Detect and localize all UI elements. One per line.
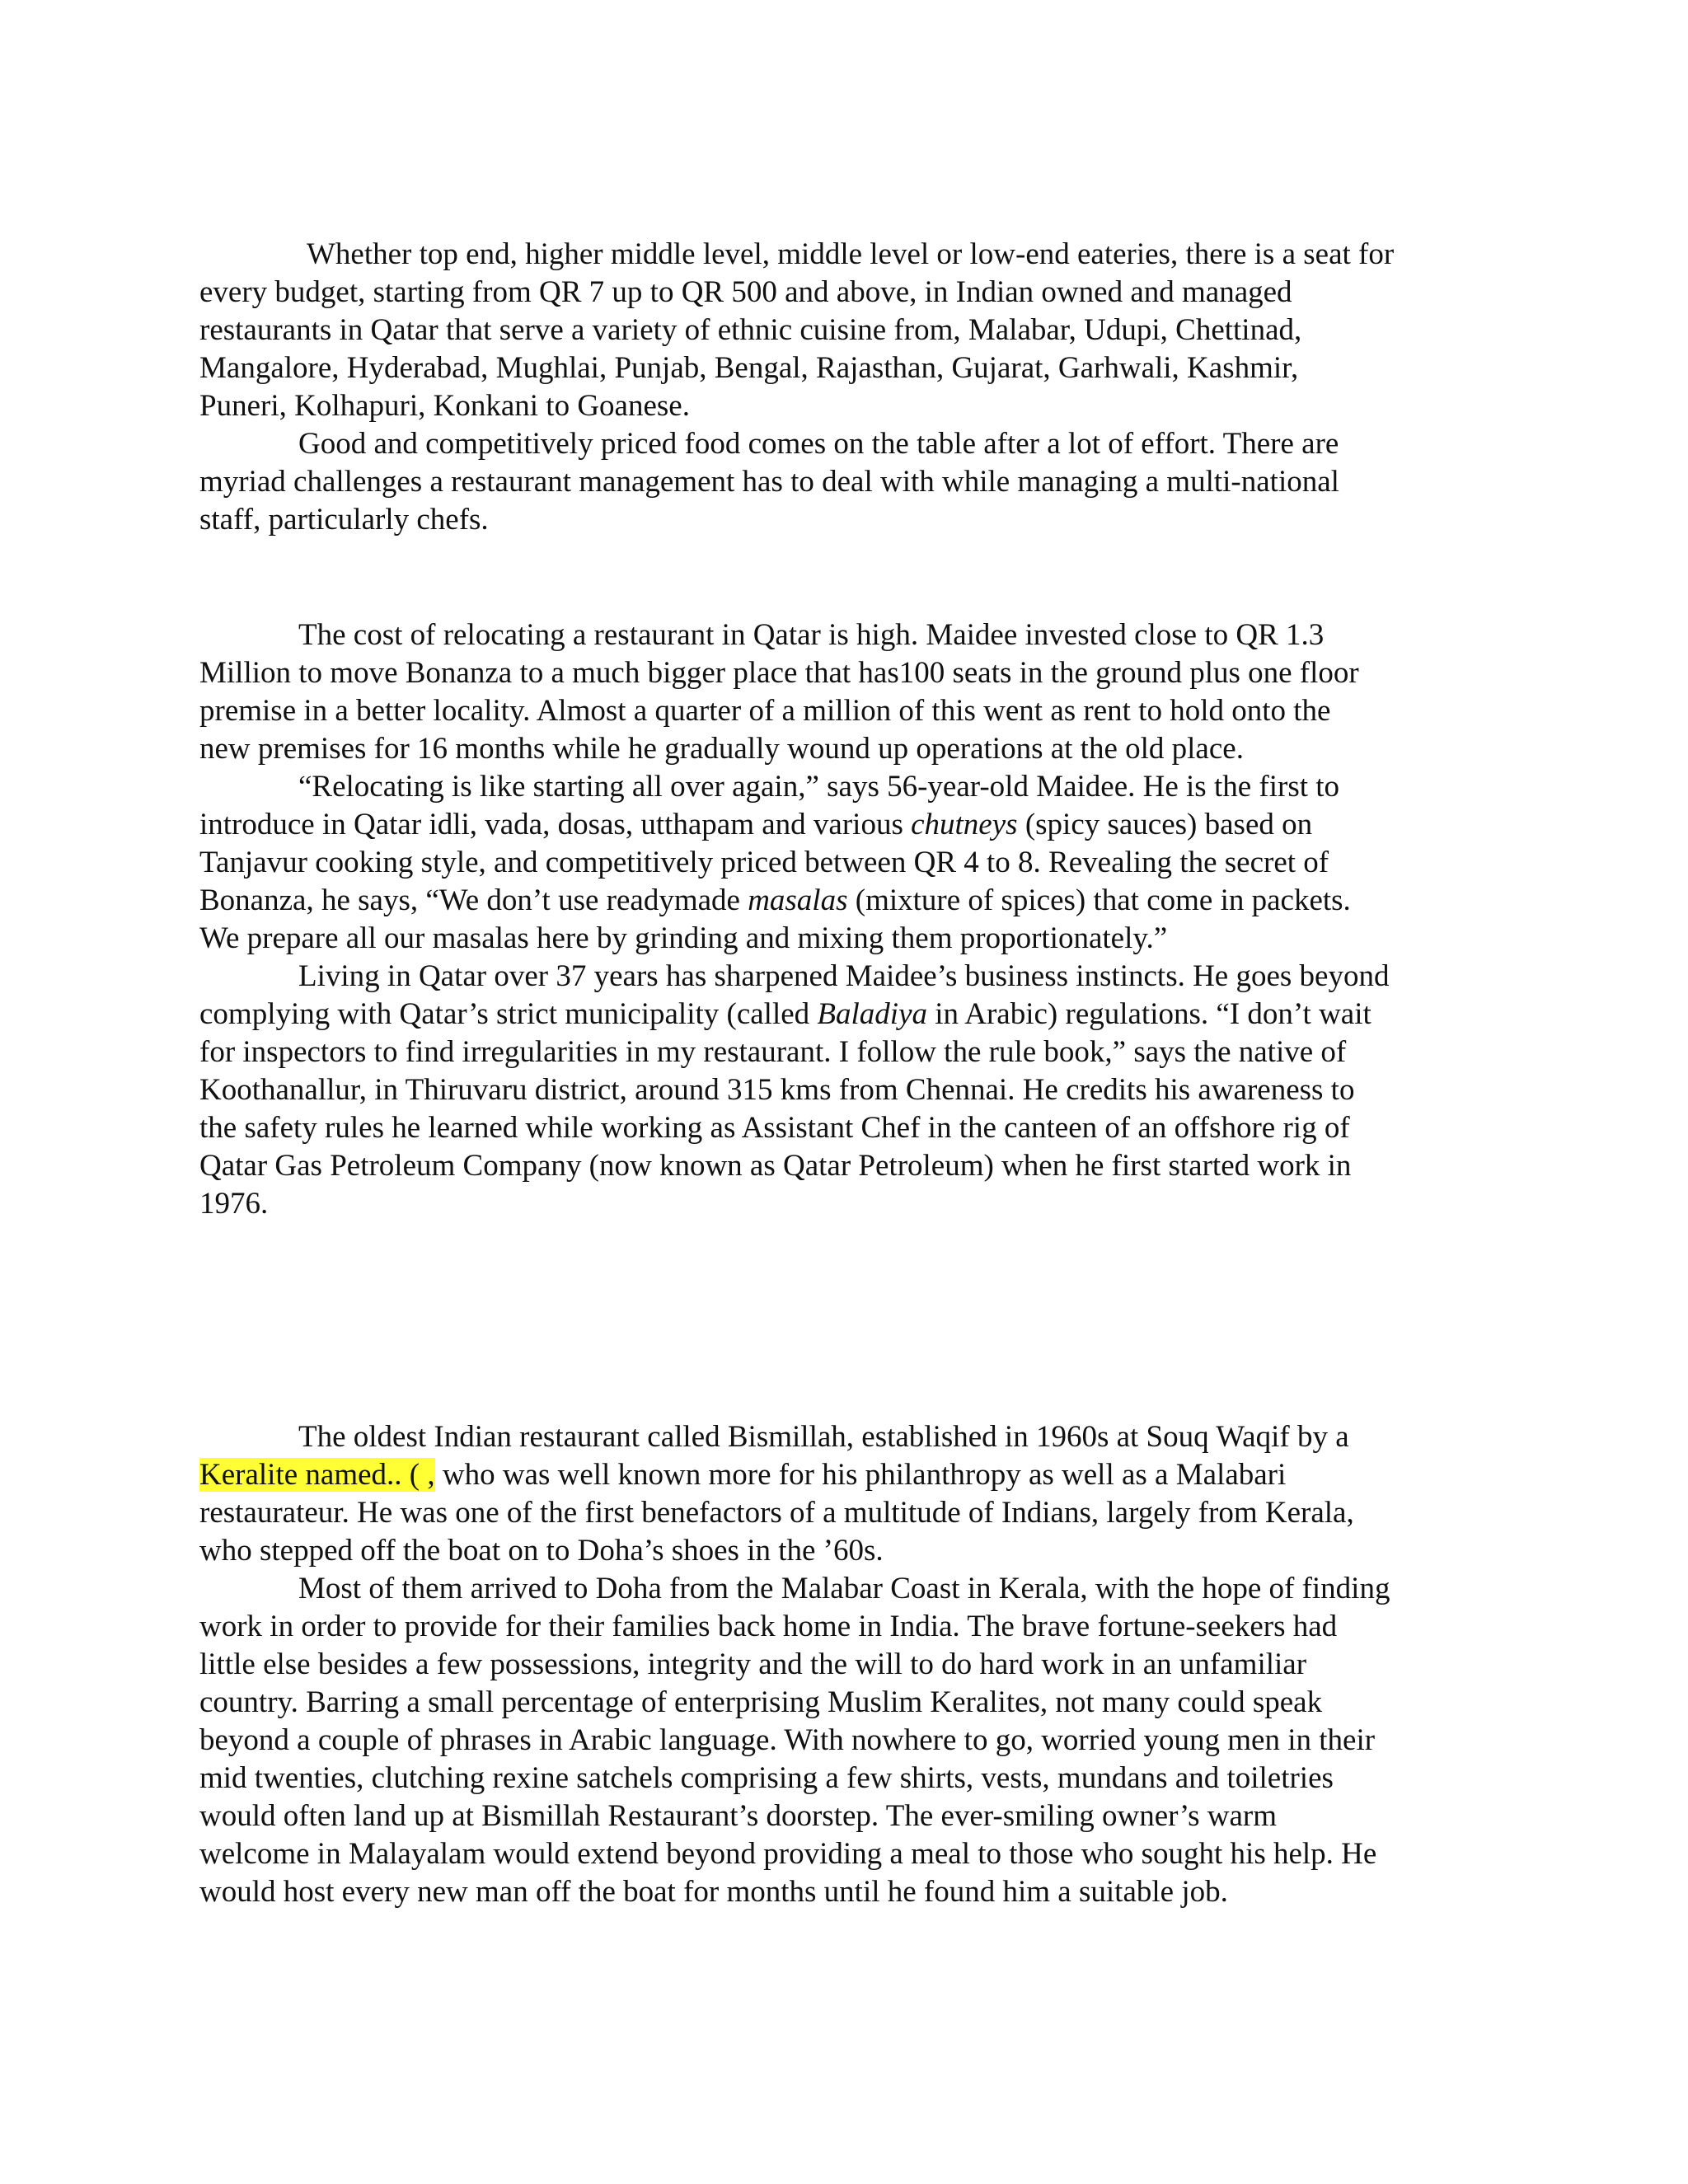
text-line: Living in Qatar over 37 years has sharpened Maidee’s business instincts. He goes beyond: [298, 959, 1390, 993]
text-line: Puneri, Kolhapuri, Konkani to Goanese.: [199, 389, 690, 423]
text-line: [199, 806, 1485, 844]
text-line: staff, particularly chefs.: [199, 503, 489, 537]
text-run: in Arabic) regulations. “I don’t wait: [927, 997, 1372, 1031]
text-run: (spicy sauces) based on: [1017, 808, 1313, 841]
text-line: welcome in Malayalam would extend beyond providing a meal to those who sought his help. He: [199, 1837, 1377, 1871]
text-line: premise in a better locality. Almost a quarter of a million of this went as rent to hold onto the: [199, 694, 1331, 728]
text-line: mid twenties, clutching rexine satchels comprising a few shirts, vests, mundans and toiletries: [199, 1761, 1334, 1795]
text-line: restaurants in Qatar that serve a variety of ethnic cuisine from, Malabar, Udupi, Chettinad,: [199, 313, 1302, 347]
text-line: [199, 1456, 1485, 1494]
text-line: Whether top end, higher middle level, middle level or low-end eateries, there is a seat for: [307, 237, 1395, 271]
italic-term: chutneys: [911, 808, 1018, 841]
text-run: Bonanza, he says, “We don’t use readymade: [199, 883, 748, 917]
text-run: complying with Qatar’s strict municipality (called: [199, 997, 818, 1031]
text-line: for inspectors to find irregularities in my restaurant. I follow the rule book,” says the native of: [199, 1035, 1347, 1069]
paragraph-block-1: [199, 236, 1485, 539]
text-line: The oldest Indian restaurant called Bismillah, established in 1960s at Souq Waqif by a: [298, 1420, 1349, 1454]
text-line: work in order to provide for their families back home in India. The brave fortune-seekers had: [199, 1610, 1338, 1643]
text-line: myriad challenges a restaurant management has to deal with while managing a multi-national: [199, 465, 1339, 499]
text-line: the safety rules he learned while working as Assistant Chef in the canteen of an offshore rig of: [199, 1111, 1350, 1145]
text-line: country. Barring a small percentage of enterprising Muslim Keralites, not many could speak: [199, 1685, 1323, 1719]
text-line: Most of them arrived to Doha from the Malabar Coast in Kerala, with the hope of finding: [298, 1572, 1390, 1605]
text-line: would host every new man off the boat for months until he found him a suitable job.: [199, 1875, 1228, 1909]
paragraph-block-2: [199, 616, 1485, 1223]
text-line: We prepare all our masalas here by grinding and mixing them proportionately.”: [199, 921, 1168, 955]
text-line: Good and competitively priced food comes on the table after a lot of effort. There are: [298, 427, 1339, 461]
text-line: Qatar Gas Petroleum Company (now known as Qatar Petroleum) when he first started work in: [199, 1149, 1352, 1183]
text-line: Mangalore, Hyderabad, Mughlai, Punjab, Bengal, Rajasthan, Gujarat, Garhwali, Kashmir,: [199, 351, 1299, 385]
text-run: introduce in Qatar idli, vada, dosas, utthapam and various: [199, 808, 912, 841]
text-line: [199, 882, 1485, 920]
text-line: who stepped off the boat on to Doha’s shoes in the ’60s.: [199, 1534, 884, 1568]
text-line: new premises for 16 months while he gradually wound up operations at the old place.: [199, 732, 1244, 766]
text-line: Tanjavur cooking style, and competitively priced between QR 4 to 8. Revealing the secret of: [199, 846, 1329, 879]
italic-term: Baladiya: [817, 997, 928, 1031]
italic-term: masalas: [748, 883, 848, 917]
text-line: The cost of relocating a restaurant in Qatar is high. Maidee invested close to QR 1.3: [298, 618, 1325, 652]
text-line: [199, 996, 1485, 1033]
text-line: Koothanallur, in Thiruvaru district, around 315 kms from Chennai. He credits his awareness to: [199, 1073, 1355, 1107]
text-line: restaurateur. He was one of the first benefactors of a multitude of Indians, largely from Kerala,: [199, 1496, 1354, 1530]
paragraph-block-3: [199, 1418, 1485, 1911]
highlighted-text: Keralite named.. ( ,: [199, 1458, 435, 1492]
text-line: would often land up at Bismillah Restaurant’s doorstep. The ever-smiling owner’s warm: [199, 1799, 1278, 1833]
text-run: who was well known more for his philanthropy as well as a Malabari: [434, 1458, 1287, 1492]
text-line: 1976.: [199, 1187, 269, 1221]
text-run: (mixture of spices) that come in packets.: [847, 883, 1351, 917]
text-line: beyond a couple of phrases in Arabic language. With nowhere to go, worried young men in their: [199, 1723, 1376, 1757]
text-line: every budget, starting from QR 7 up to QR 500 and above, in Indian owned and managed: [199, 275, 1292, 309]
text-line: “Relocating is like starting all over again,” says 56-year-old Maidee. He is the first to: [298, 770, 1340, 804]
text-line: Million to move Bonanza to a much bigger place that has100 seats in the ground plus one floor: [199, 656, 1359, 690]
text-line: little else besides a few possessions, integrity and the will to do hard work in an unfamiliar: [199, 1647, 1307, 1681]
